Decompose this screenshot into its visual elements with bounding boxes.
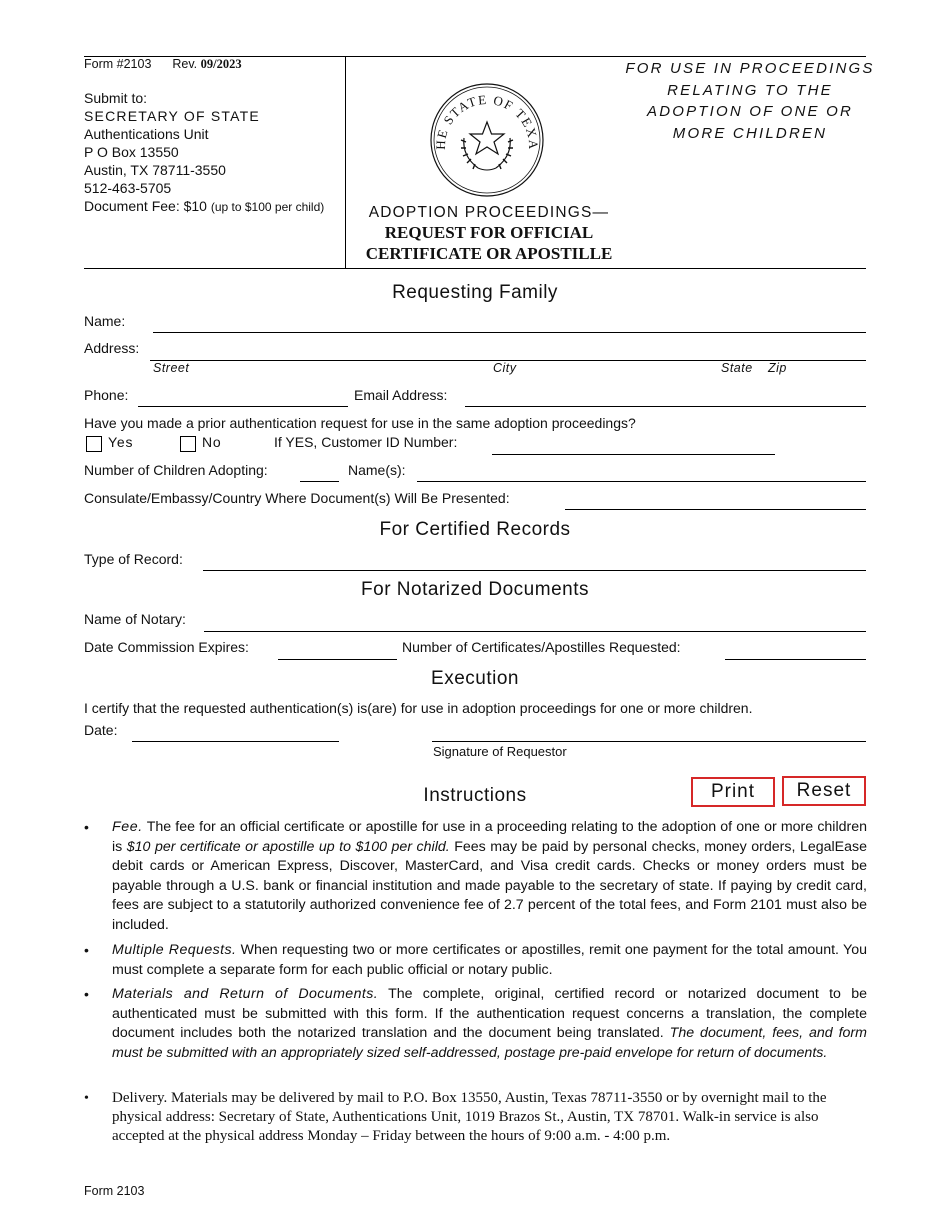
fee-italic: $10 per certificate or apostille up to $100 per child. [126, 838, 450, 855]
names-label: Name(s): [348, 462, 406, 478]
use-note-line-3: ADOPTION OF ONE OR [646, 103, 853, 120]
fee-title: Fee. [112, 819, 143, 835]
commission-label: Date Commission Expires: [84, 639, 249, 655]
use-note-line-4: MORE CHILDREN [672, 124, 828, 142]
date-field[interactable] [132, 741, 339, 742]
city-sublabel: City [493, 361, 517, 375]
use-note-line-1: FOR USE IN PROCEEDINGS [625, 60, 875, 77]
form-number: Form #2103 [84, 57, 152, 71]
address-line-phone: 512-463-5705 [84, 180, 172, 196]
fee-text-2: Fees may be paid by personal checks, money orders, LegalEase debit cards or American Express, Discover, MasterCard, and Visa credit cards. Checks or money orders must be payable through a U.S. bank or financial institution and made payable to the secretary of state. If paying by credit card, fees are subject to a statutorily authorized convenience fee of 2.7 percent of the total fees, and Form 2101 must also be included. [112, 838, 867, 933]
requesting-family-heading: Requesting Family [392, 282, 558, 303]
document-fee-label: Document Fee: [84, 198, 180, 214]
record-type-label: Type of Record: [84, 551, 183, 567]
svg-text:THE STATE OF TEXAS [428, 82, 541, 151]
zip-sublabel: Zip [768, 361, 787, 375]
certify-statement: I certify that the requested authentication(s) is(are) for use in adoption proceedings for one or more children. [84, 700, 753, 716]
submit-to-block [84, 89, 324, 216]
document-fee-note: (up to $100 per child) [210, 200, 325, 214]
children-names-field[interactable] [417, 481, 866, 482]
commission-field[interactable] [278, 659, 397, 660]
multiple-text: When requesting two or more certificates or apostilles, remit one payment for the total amount. You must complete a separate form for each public official or notary public. [112, 942, 867, 978]
reset-button[interactable]: Reset [782, 776, 866, 806]
bullet-icon: • [84, 986, 89, 1002]
yes-label: Yes [108, 434, 134, 450]
email-label: Email Address: [354, 387, 448, 403]
street-sublabel: Street [153, 361, 190, 375]
address-line-city: Austin, TX 78711-3550 [84, 162, 226, 178]
multiple-title: Multiple Requests. [112, 942, 237, 958]
bullet-icon: • [84, 942, 89, 958]
footer-form-label: Form 2103 [84, 1184, 145, 1198]
materials-title: Materials and Return of Documents. [112, 986, 379, 1002]
document-fee-row [84, 197, 324, 216]
no-checkbox[interactable] [180, 436, 196, 452]
title-line-1: ADOPTION PROCEEDINGS— [368, 204, 610, 221]
name-label: Name: [84, 313, 126, 329]
seal-text: HE STATE OF TEXA [432, 91, 542, 151]
signature-label: Signature of Requestor [433, 744, 567, 759]
prior-request-question: Have you made a prior authentication request for use in the same adoption proceedings? [84, 415, 636, 431]
form-title [346, 204, 632, 264]
bullet-icon: • [84, 1091, 89, 1106]
certificates-count-field[interactable] [725, 659, 866, 660]
phone-field[interactable] [138, 406, 348, 407]
use-note-line-2: RELATING TO THE [667, 81, 833, 99]
yes-checkbox[interactable] [86, 436, 102, 452]
no-label: No [202, 434, 222, 450]
notarized-documents-heading: For Notarized Documents [361, 579, 589, 600]
address-line-unit: Authentications Unit [84, 126, 209, 142]
texas-seal [428, 82, 546, 198]
name-field[interactable] [153, 332, 866, 333]
document-fee-value: $10 [183, 198, 207, 214]
customer-id-label: If YES, Customer ID Number: [274, 434, 458, 450]
fee-text-1: The fee for an official certificate or apostille for use in a proceeding relating to the adoption of one or more children is [112, 819, 868, 855]
address-line-pobox: P O Box 13550 [84, 144, 179, 160]
notary-name-field[interactable] [204, 631, 866, 632]
delivery-text: Delivery. Materials may be delivered by mail to P.O. Box 13550, Austin, Texas 78711-3550 or by overnight mail to the physical address: Secretary of State, Authentications Unit, 1019 Brazos St., Austin, TX 78701. Walk-in service is also accepted at the physical address Monday – Friday between the hours of 9:00 a.m. - 4:00 p.m. [112, 1090, 827, 1144]
children-count-label: Number of Children Adopting: [84, 462, 268, 478]
materials-instruction [84, 985, 867, 1063]
execution-heading: Execution [431, 668, 519, 689]
seal-icon [428, 82, 546, 198]
address-label: Address: [84, 340, 140, 356]
multiple-requests-instruction [84, 941, 867, 980]
state-sublabel: State [721, 361, 753, 375]
use-note [620, 58, 880, 144]
customer-id-field[interactable] [492, 454, 775, 455]
phone-label: Phone: [84, 387, 129, 403]
title-line-2: REQUEST FOR OFFICIAL [384, 223, 594, 242]
email-field[interactable] [465, 406, 866, 407]
print-button[interactable]: Print [691, 777, 775, 807]
certificates-count-label: Number of Certificates/Apostilles Requested: [402, 639, 681, 655]
title-line-3: CERTIFICATE OR APOSTILLE [365, 244, 613, 263]
bullet-icon: • [84, 819, 89, 835]
signature-field[interactable] [432, 741, 866, 742]
header-bottom-rule [84, 268, 866, 269]
address-line-office: SECRETARY OF STATE [84, 108, 260, 124]
date-label: Date: [84, 722, 118, 738]
materials-text: The complete, original, certified record or notarized document to be authenticated must be submitted with this form. If the authentication request concerns a translation, the complete document includes both the notarized translation and the document being translated. [112, 986, 867, 1041]
certified-records-heading: For Certified Records [379, 519, 571, 540]
notary-name-label: Name of Notary: [84, 611, 186, 627]
fee-instruction [84, 818, 867, 935]
children-count-field[interactable] [300, 481, 339, 482]
revision-label: Rev. [172, 57, 198, 71]
country-field[interactable] [565, 509, 866, 510]
delivery-instruction [84, 1089, 867, 1146]
instructions-heading: Instructions [423, 785, 527, 806]
form-number-row [84, 57, 242, 72]
materials-italic: The document, fees, and form must be submitted with an appropriately sized self-addressed, postage pre-paid envelope for return of documents. [112, 1025, 867, 1061]
submit-to-label: Submit to: [84, 90, 148, 106]
revision-date: 09/2023 [200, 57, 242, 71]
country-label: Consulate/Embassy/Country Where Document(s) Will Be Presented: [84, 490, 510, 506]
record-type-field[interactable] [203, 570, 866, 571]
